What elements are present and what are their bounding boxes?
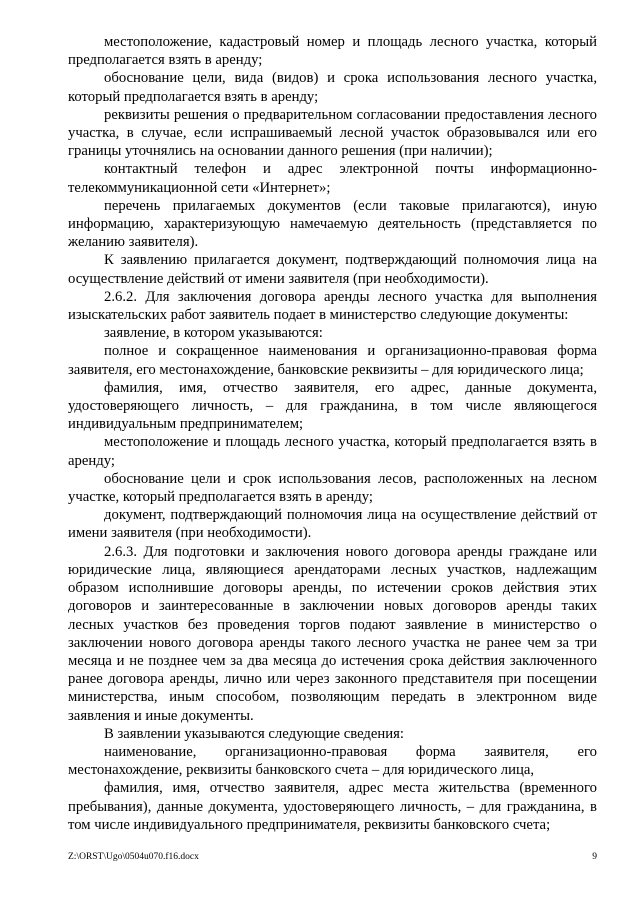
paragraph-legal-entity-name: полное и сокращенное наименования и организационно-правовая форма заявителя, его местонахождение, банковские реквизиты – для юридического лица;: [68, 343, 597, 378]
paragraph-citizen-requisites: фамилия, имя, отчество заявителя, адрес места жительства (временного пребывания), данные документа, удостоверяющего личность, – для гражданина, в том числе индивидуального предпринимателя, реквизиты банковского счета;: [68, 780, 597, 833]
file-path: Z:\ORST\Ugo\0504u070.f16.docx: [68, 852, 199, 862]
paragraph-decision-details: реквизиты решения о предварительном согласовании предоставления лесного участка, в случае, если испрашиваемый лесной участок образовывался или его границы уточнялись на основании данного решения (при наличии);: [68, 106, 597, 160]
page-number: 9: [592, 852, 597, 862]
paragraph-citizen-details: фамилия, имя, отчество заявителя, его адрес, данные документа, удостоверяющего личность, – для гражданина, в том числе являющегося индивидуальным предпринимателем;: [68, 379, 597, 433]
paragraph-purpose-term: обоснование цели и срок использования лесов, расположенных на лесном участке, который предполагается взять в аренду;: [68, 470, 597, 506]
paragraph-authority-document: К заявлению прилагается документ, подтверждающий полномочия лица на осуществление действий от имени заявителя (при необходимости).: [68, 252, 597, 287]
paragraph-location-area: местоположение и площадь лесного участка, который предполагается взять в аренду;: [68, 434, 597, 469]
paragraph-authority-document-2: документ, подтверждающий полномочия лица на осуществление действий от имени заявителя (при необходимости).: [68, 507, 597, 542]
paragraph-attached-documents: перечень прилагаемых документов (если таковые прилагаются), иную информацию, характеризующую намечаемую деятельность (представляется по желанию заявителя).: [68, 197, 597, 251]
paragraph-application-details: В заявлении указываются следующие сведения:: [104, 725, 404, 742]
document-body: [68, 33, 597, 834]
paragraph-location-cadastral: местоположение, кадастровый номер и площадь лесного участка, который предполагается взять в аренду;: [68, 34, 597, 69]
paragraph-contact-info: контактный телефон и адрес электронной почты информационно-телекоммуникационной сети «Интернет»;: [68, 161, 597, 196]
paragraph-purpose-justification: обоснование цели, вида (видов) и срока использования лесного участка, который предполагается взять в аренду;: [68, 70, 597, 105]
paragraph-application-contents: заявление, в котором указываются:: [104, 325, 323, 342]
page-footer: [68, 852, 597, 866]
paragraph-section-2-6-3: 2.6.3. Для подготовки и заключения нового договора аренды граждане или юридические лица, являющиеся арендаторами лесных участков, надлежащим образом исполнившие договоры аренды, по истечении сроков действия этих договоров и заинтересованные в заключении новых договоров аренды таких лесных участков без проведения торгов подают заявление в министерство о заключении нового договора аренды такого лесного участка не ранее чем за три месяца и не позднее чем за два месяца до истечения срока действия заключенного ранее договора аренды, лично или через законного представителя при посещении министерства, иным способом, позволяющим передать в электронном виде заявления и иные документы.: [68, 543, 597, 724]
paragraph-entity-requisites: наименование, организационно-правовая форма заявителя, его местонахождение, реквизиты банковского счета – для юридического лица,: [68, 743, 597, 779]
paragraph-section-2-6-2: 2.6.2. Для заключения договора аренды лесного участка для выполнения изыскательских работ заявитель подает в министерство следующие документы:: [68, 288, 597, 324]
